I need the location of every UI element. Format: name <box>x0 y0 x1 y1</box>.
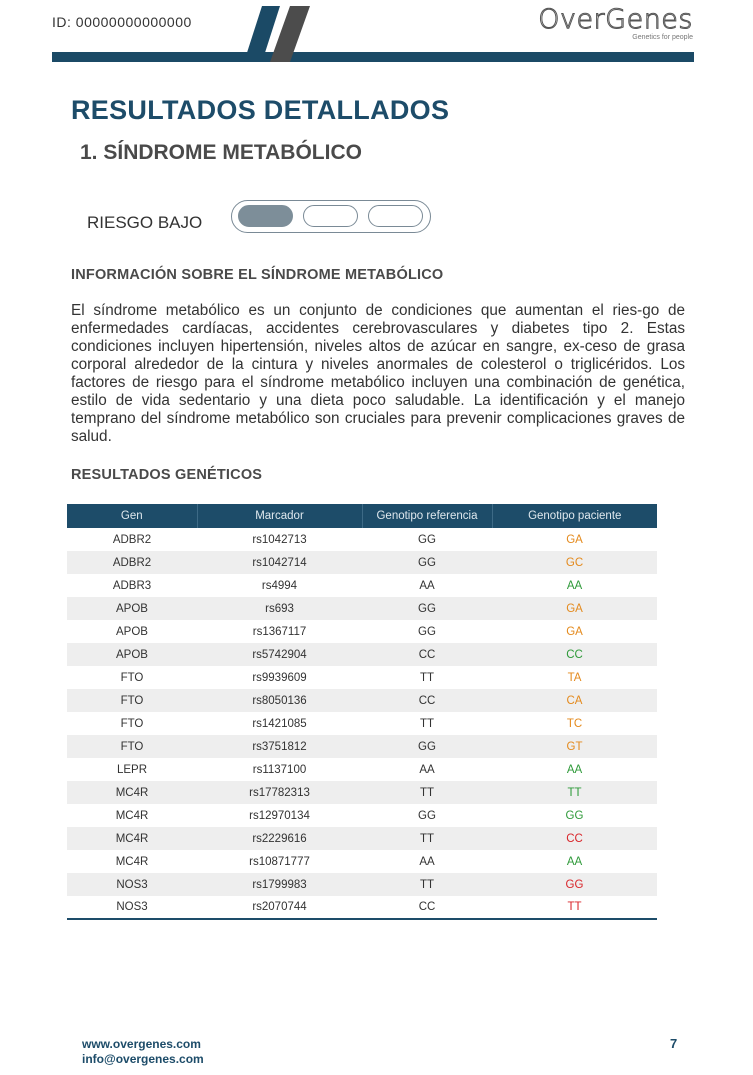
column-header-marker: Marcador <box>197 504 362 528</box>
cell-marker: rs1137100 <box>252 763 307 776</box>
table-row <box>67 735 657 758</box>
cell-reference: GG <box>418 625 436 638</box>
cell-reference: AA <box>419 579 435 592</box>
cell-marker: rs9939609 <box>252 671 307 684</box>
risk-label: RIESGO BAJO <box>87 213 203 232</box>
cell-patient: AA <box>566 763 583 776</box>
cell-marker: rs12970134 <box>249 809 310 822</box>
cell-patient: AA <box>566 579 583 592</box>
table-row <box>67 873 657 896</box>
cell-patient: TA <box>567 671 582 684</box>
table-row <box>67 758 657 781</box>
cell-patient: CC <box>492 827 657 850</box>
cell-patient: CC <box>492 643 657 666</box>
table-row <box>67 804 657 827</box>
cell-marker: rs4994 <box>261 579 298 592</box>
cell-reference: GG <box>362 551 492 574</box>
cell-marker: rs1367117 <box>252 625 307 638</box>
cell-patient: GG <box>492 873 657 896</box>
brand-logo <box>538 4 693 41</box>
brand-name: OverGenes <box>538 4 693 35</box>
table-row <box>67 689 657 712</box>
risk-level-1 <box>238 205 293 227</box>
header-slash-decoration <box>242 0 322 64</box>
cell-marker: rs1042713 <box>252 533 307 546</box>
cell-patient: TT <box>492 896 657 919</box>
table-row <box>67 827 657 850</box>
cell-gen: NOS3 <box>67 896 197 919</box>
risk-meter <box>231 200 431 233</box>
cell-marker: rs1421085 <box>252 717 307 730</box>
table-row <box>67 597 657 620</box>
table-row <box>67 712 657 735</box>
table-row <box>67 528 657 551</box>
header-bar <box>52 52 694 62</box>
cell-marker: rs1799983 <box>197 873 362 896</box>
table-row <box>67 896 657 919</box>
info-paragraph: El síndrome metabólico es un conjunto de condiciones que aumentan el ries-go de enfermedades cardíacas, accidentes cerebrovasculares y diabetes tipo 2. Estas condiciones incluyen hipertensión, niveles altos de azúcar en sangre, ex-ceso de grasa corporal alrededor de la cintura y niveles anormales de colesterol o triglicéridos. Los factores de riesgo para el síndrome metabólico incluyen una combinación de genética, estilo de vida sedentario y una dieta poco saludable. La identificación y el manejo temprano del síndrome metabólico son cruciales para prevenir complicaciones graves de salud. <box>71 302 685 445</box>
cell-reference: GG <box>362 735 492 758</box>
cell-gen: FTO <box>67 735 197 758</box>
genetics-table <box>67 504 657 920</box>
column-header-gen: Gen <box>67 504 197 528</box>
table-row <box>67 643 657 666</box>
cell-marker: rs3751812 <box>197 735 362 758</box>
column-header-patient: Genotipo paciente <box>492 504 657 528</box>
cell-gen: MC4R <box>67 781 197 804</box>
table-row <box>67 850 657 873</box>
cell-gen: ADBR3 <box>112 579 152 592</box>
table-row <box>67 666 657 689</box>
cell-gen: NOS3 <box>67 873 197 896</box>
cell-marker: rs2070744 <box>197 896 362 919</box>
cell-reference: GG <box>418 809 436 822</box>
cell-patient: GG <box>565 809 584 822</box>
footer-website-link[interactable]: www.overgenes.com <box>82 1037 201 1051</box>
section-title: 1. SÍNDROME METABÓLICO <box>80 141 362 164</box>
cell-reference: CC <box>362 643 492 666</box>
cell-marker: rs2229616 <box>197 827 362 850</box>
cell-gen: ADBR2 <box>112 533 152 546</box>
cell-reference: AA <box>419 855 435 868</box>
table-row <box>67 781 657 804</box>
cell-gen: APOB <box>116 625 148 638</box>
table-header-row <box>67 504 657 528</box>
cell-patient: TT <box>492 781 657 804</box>
cell-reference: TT <box>362 781 492 804</box>
cell-reference: TT <box>362 873 492 896</box>
cell-patient: AA <box>566 855 583 868</box>
cell-gen: LEPR <box>116 763 148 776</box>
cell-marker: rs5742904 <box>197 643 362 666</box>
cell-reference: CC <box>362 689 492 712</box>
cell-marker: rs693 <box>197 597 362 620</box>
cell-patient: TC <box>566 717 583 730</box>
cell-patient: GA <box>566 625 583 638</box>
cell-gen: MC4R <box>115 809 149 822</box>
cell-marker: rs8050136 <box>197 689 362 712</box>
table-row <box>67 620 657 643</box>
cell-gen: FTO <box>120 671 144 684</box>
cell-reference: TT <box>419 671 435 684</box>
cell-reference: TT <box>419 717 435 730</box>
table-row <box>67 551 657 574</box>
cell-gen: MC4R <box>115 855 149 868</box>
footer-contact <box>82 1037 204 1067</box>
genetics-heading: RESULTADOS GENÉTICOS <box>71 467 263 483</box>
cell-marker: rs10871777 <box>249 855 310 868</box>
page-title: RESULTADOS DETALLADOS <box>71 95 450 125</box>
report-id: ID: 00000000000000 <box>52 14 192 30</box>
cell-reference: CC <box>362 896 492 919</box>
cell-gen: FTO <box>120 717 144 730</box>
brand-tagline: Genetics for people <box>632 34 693 41</box>
cell-patient: CA <box>492 689 657 712</box>
cell-patient: GC <box>492 551 657 574</box>
cell-gen: APOB <box>67 597 197 620</box>
cell-gen: FTO <box>67 689 197 712</box>
cell-patient: GT <box>492 735 657 758</box>
cell-gen: ADBR2 <box>67 551 197 574</box>
cell-marker: rs1042714 <box>197 551 362 574</box>
page-number: 7 <box>670 1036 678 1051</box>
cell-gen: APOB <box>67 643 197 666</box>
risk-level-3 <box>368 205 423 227</box>
cell-reference: GG <box>418 533 436 546</box>
column-header-reference: Genotipo referencia <box>362 504 492 528</box>
cell-reference: GG <box>362 597 492 620</box>
cell-patient: GA <box>492 597 657 620</box>
info-heading: INFORMACIÓN SOBRE EL SÍNDROME METABÓLICO <box>71 267 444 283</box>
cell-marker: rs17782313 <box>197 781 362 804</box>
cell-patient: GA <box>566 533 583 546</box>
cell-reference: AA <box>419 763 435 776</box>
cell-reference: TT <box>362 827 492 850</box>
table-row <box>67 574 657 597</box>
risk-level-2 <box>303 205 358 227</box>
footer-email-link[interactable]: info@overgenes.com <box>82 1052 204 1066</box>
cell-gen: MC4R <box>67 827 197 850</box>
